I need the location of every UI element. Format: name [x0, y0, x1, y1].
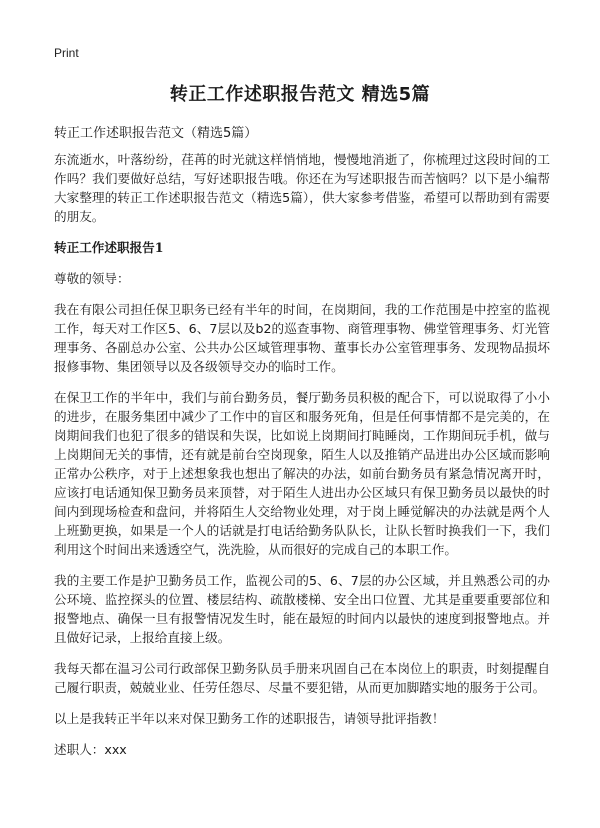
- signature: 述职人：xxx: [54, 742, 127, 757]
- section-heading: 转正工作述职报告1: [54, 240, 164, 255]
- document-body: [54, 150, 550, 771]
- body-paragraph: 以上是我转正半年以来对保卫勤务工作的述职报告，请领导批评指教！: [54, 711, 445, 726]
- body-paragraph: 在保卫工作的半年中，我们与前台勤务员，餐厅勤务员积极的配合下，可以说取得了小小的进步，在服务集团中减少了工作中的盲区和服务死角，但是任何事情都不是完美的，在岗期间我们也犯了很多的错误和失误，比如说上岗期间打盹睡岗，工作期间玩手机，做与上岗期间无关的事情，还有就是前台空岗现象，陌生人以及推销产品进出办公区域而影响正常办公秩序，对于上述想象我也想出了解决的办法，如前台勤务员有紧急情况离开时，应该打电话通知保卫勤务员来顶替，对于陌生人进出办公区域只有保卫勤务员以最快的时间内到现场检查和盘问，并将陌生人交给物业处理，对于岗上睡觉解决的办法就是两个人上班勤更换，如果是一个人的话就是打电话给勤务队队长，让队长暂时换我们一下，我们利用这个时间出来透透空气，洗洗脸，从而很好的完成自己的本职工作。: [54, 390, 550, 557]
- page-subtitle: 转正工作述职报告范文（精选5篇）: [54, 126, 258, 141]
- intro-paragraph: 东流逝水，叶落纷纷，荏苒的时光就这样悄悄地，慢慢地消逝了，你梳理过这段时间的工作吗？我们要做好总结，写好述职报告哦。你还在为写述职报告而苦恼吗？以下是小编帮大家整理的转正工作述职报告范文（精选5篇），供大家参考借鉴，希望可以帮助到有需要的朋友。: [54, 152, 550, 224]
- body-paragraph: 我每天都在温习公司行政部保卫勤务队员手册来巩固自己在本岗位上的职责，时刻提醒自己履行职责，兢兢业业、任劳任怨尽、尽量不要犯错，从而更加脚踏实地的服务于公司。: [54, 661, 550, 695]
- print-link[interactable]: Print: [54, 46, 79, 60]
- body-paragraph: 我在有限公司担任保卫职务已经有半年的时间，在岗期间，我的工作范围是中控室的监视工作，每天对工作区5、6、7层以及b2的巡查事物、商管理事物、佛堂管理事务、灯光管理事务、各副总办公室、公共办公区域管理事物、董事长办公室管理事务、发现物品损坏报修事物、集团领导以及各级领导交办的临时工作。: [54, 302, 550, 374]
- page-title: 转正工作述职报告范文 精选5篇: [169, 84, 431, 105]
- body-paragraph: 我的主要工作是护卫勤务员工作，监视公司的5、6、7层的办公区域，并且熟悉公司的办公环境、监控探头的位置、楼层结构、疏散楼梯、安全出口位置、尤其是重要重要部位和报警地点、确保一旦有报警情况发生时，能在最短的时间内以最快的速度到报警地点。并且做好记录，上报给直接上级。: [54, 573, 550, 645]
- greeting: 尊敬的领导：: [54, 271, 130, 286]
